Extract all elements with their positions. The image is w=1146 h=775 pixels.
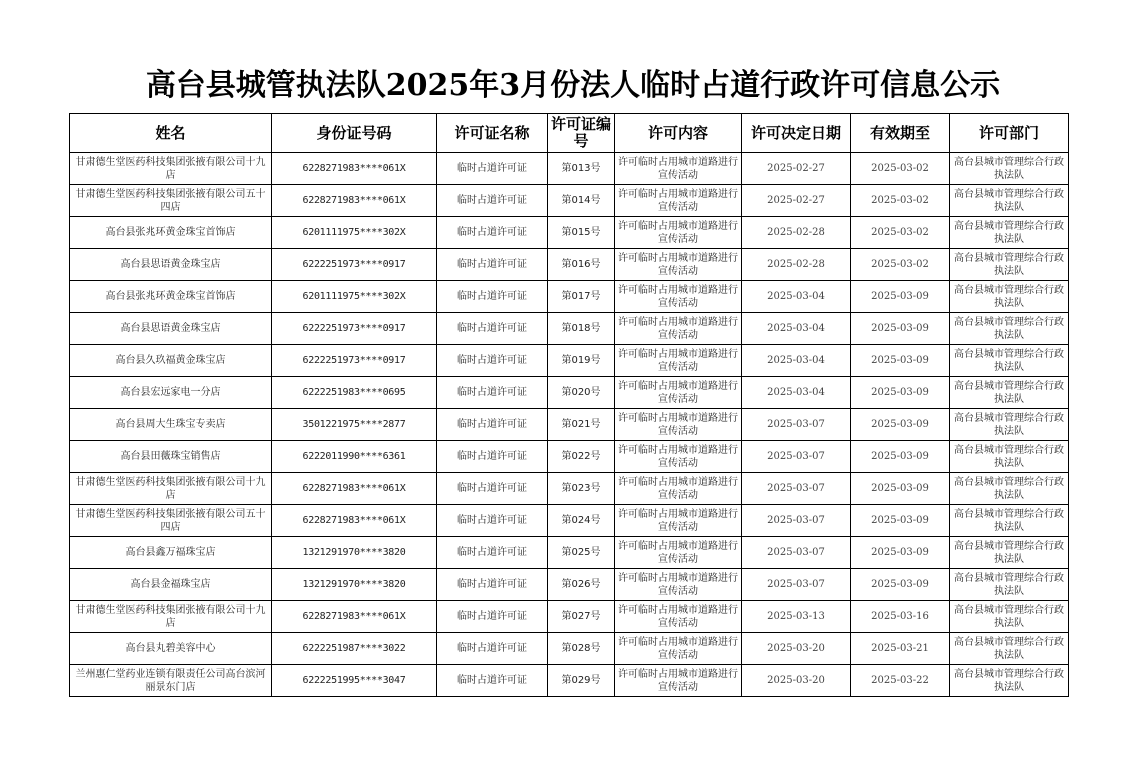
cell-permit-name: 临时占道许可证	[437, 345, 548, 377]
table-row	[70, 377, 1069, 409]
table-row	[70, 505, 1069, 537]
cell-permit-name: 临时占道许可证	[437, 473, 548, 505]
cell-decision-date: 2025-02-27	[742, 153, 851, 185]
cell-valid-until: 2025-03-09	[851, 377, 950, 409]
cell-permit-name: 临时占道许可证	[437, 409, 548, 441]
cell-valid-until: 2025-03-16	[851, 601, 950, 633]
cell-permit-content: 许可临时占用城市道路进行宣传活动	[615, 601, 742, 633]
cell-permit-content: 许可临时占用城市道路进行宣传活动	[615, 633, 742, 665]
header-name: 姓名	[70, 114, 272, 153]
cell-id-number: 6222251995****3047	[272, 665, 437, 697]
cell-id-number: 6222251983****0695	[272, 377, 437, 409]
cell-permit-number: 第021号	[548, 409, 615, 441]
table-row	[70, 569, 1069, 601]
cell-valid-until: 2025-03-09	[851, 409, 950, 441]
cell-name: 高台县思语黄金珠宝店	[70, 313, 272, 345]
header-valid-until: 有效期至	[851, 114, 950, 153]
cell-id-number: 6201111975****302X	[272, 217, 437, 249]
cell-name: 甘肃德生堂医药科技集团张掖有限公司十九店	[70, 473, 272, 505]
cell-valid-until: 2025-03-02	[851, 153, 950, 185]
cell-valid-until: 2025-03-02	[851, 249, 950, 281]
cell-valid-until: 2025-03-09	[851, 505, 950, 537]
cell-permit-name: 临时占道许可证	[437, 185, 548, 217]
cell-name: 高台县金福珠宝店	[70, 569, 272, 601]
cell-decision-date: 2025-03-07	[742, 473, 851, 505]
cell-department: 高台县城市管理综合行政执法队	[950, 665, 1069, 697]
cell-permit-name: 临时占道许可证	[437, 153, 548, 185]
cell-id-number: 6228271983****061X	[272, 185, 437, 217]
table-row	[70, 473, 1069, 505]
cell-decision-date: 2025-03-04	[742, 281, 851, 313]
cell-name: 高台县周大生珠宝专卖店	[70, 409, 272, 441]
cell-valid-until: 2025-03-02	[851, 217, 950, 249]
cell-decision-date: 2025-03-07	[742, 537, 851, 569]
cell-valid-until: 2025-03-21	[851, 633, 950, 665]
cell-decision-date: 2025-03-20	[742, 633, 851, 665]
cell-permit-number: 第013号	[548, 153, 615, 185]
table-row	[70, 281, 1069, 313]
cell-permit-name: 临时占道许可证	[437, 217, 548, 249]
cell-decision-date: 2025-03-13	[742, 601, 851, 633]
cell-department: 高台县城市管理综合行政执法队	[950, 569, 1069, 601]
cell-name: 高台县久玖福黄金珠宝店	[70, 345, 272, 377]
cell-id-number: 6228271983****061X	[272, 473, 437, 505]
cell-permit-content: 许可临时占用城市道路进行宣传活动	[615, 473, 742, 505]
cell-permit-content: 许可临时占用城市道路进行宣传活动	[615, 153, 742, 185]
cell-permit-number: 第023号	[548, 473, 615, 505]
cell-permit-content: 许可临时占用城市道路进行宣传活动	[615, 185, 742, 217]
cell-department: 高台县城市管理综合行政执法队	[950, 281, 1069, 313]
cell-permit-content: 许可临时占用城市道路进行宣传活动	[615, 665, 742, 697]
cell-name: 高台县丸碧美容中心	[70, 633, 272, 665]
cell-id-number: 6222251987****3022	[272, 633, 437, 665]
table-row	[70, 409, 1069, 441]
cell-id-number: 3501221975****2877	[272, 409, 437, 441]
cell-decision-date: 2025-02-28	[742, 249, 851, 281]
cell-permit-name: 临时占道许可证	[437, 441, 548, 473]
cell-department: 高台县城市管理综合行政执法队	[950, 473, 1069, 505]
cell-permit-number: 第029号	[548, 665, 615, 697]
table-row	[70, 313, 1069, 345]
cell-permit-number: 第028号	[548, 633, 615, 665]
header-decision-date: 许可决定日期	[742, 114, 851, 153]
cell-id-number: 6222251973****0917	[272, 313, 437, 345]
cell-valid-until: 2025-03-09	[851, 569, 950, 601]
cell-decision-date: 2025-03-04	[742, 313, 851, 345]
cell-permit-name: 临时占道许可证	[437, 537, 548, 569]
cell-permit-content: 许可临时占用城市道路进行宣传活动	[615, 281, 742, 313]
table-row	[70, 601, 1069, 633]
cell-permit-content: 许可临时占用城市道路进行宣传活动	[615, 217, 742, 249]
cell-valid-until: 2025-03-09	[851, 473, 950, 505]
cell-name: 高台县张兆环黄金珠宝首饰店	[70, 281, 272, 313]
cell-id-number: 6201111975****302X	[272, 281, 437, 313]
cell-permit-number: 第026号	[548, 569, 615, 601]
cell-permit-name: 临时占道许可证	[437, 313, 548, 345]
cell-permit-content: 许可临时占用城市道路进行宣传活动	[615, 441, 742, 473]
cell-valid-until: 2025-03-22	[851, 665, 950, 697]
cell-permit-number: 第022号	[548, 441, 615, 473]
cell-valid-until: 2025-03-02	[851, 185, 950, 217]
cell-id-number: 6228271983****061X	[272, 505, 437, 537]
cell-decision-date: 2025-03-04	[742, 377, 851, 409]
cell-permit-name: 临时占道许可证	[437, 569, 548, 601]
cell-permit-content: 许可临时占用城市道路进行宣传活动	[615, 505, 742, 537]
cell-department: 高台县城市管理综合行政执法队	[950, 153, 1069, 185]
cell-permit-content: 许可临时占用城市道路进行宣传活动	[615, 569, 742, 601]
cell-permit-name: 临时占道许可证	[437, 601, 548, 633]
cell-name: 高台县张兆环黄金珠宝首饰店	[70, 217, 272, 249]
cell-permit-name: 临时占道许可证	[437, 377, 548, 409]
cell-decision-date: 2025-03-07	[742, 441, 851, 473]
cell-permit-name: 临时占道许可证	[437, 249, 548, 281]
table-row	[70, 441, 1069, 473]
cell-permit-number: 第020号	[548, 377, 615, 409]
table-row	[70, 185, 1069, 217]
cell-valid-until: 2025-03-09	[851, 441, 950, 473]
cell-decision-date: 2025-03-20	[742, 665, 851, 697]
cell-permit-number: 第014号	[548, 185, 615, 217]
cell-department: 高台县城市管理综合行政执法队	[950, 409, 1069, 441]
table-row	[70, 633, 1069, 665]
cell-department: 高台县城市管理综合行政执法队	[950, 345, 1069, 377]
table-row	[70, 217, 1069, 249]
cell-id-number: 6222011990****6361	[272, 441, 437, 473]
cell-department: 高台县城市管理综合行政执法队	[950, 313, 1069, 345]
cell-permit-name: 临时占道许可证	[437, 665, 548, 697]
cell-id-number: 1321291970****3820	[272, 537, 437, 569]
cell-name: 兰州惠仁堂药业连锁有限责任公司高台滨河丽景东门店	[70, 665, 272, 697]
cell-name: 高台县宏远家电一分店	[70, 377, 272, 409]
cell-permit-number: 第016号	[548, 249, 615, 281]
cell-valid-until: 2025-03-09	[851, 313, 950, 345]
table-row	[70, 153, 1069, 185]
cell-department: 高台县城市管理综合行政执法队	[950, 601, 1069, 633]
cell-permit-content: 许可临时占用城市道路进行宣传活动	[615, 377, 742, 409]
table-row	[70, 345, 1069, 377]
table-row	[70, 665, 1069, 697]
cell-decision-date: 2025-03-04	[742, 345, 851, 377]
cell-name: 高台县思语黄金珠宝店	[70, 249, 272, 281]
cell-permit-content: 许可临时占用城市道路进行宣传活动	[615, 249, 742, 281]
header-id-number: 身份证号码	[272, 114, 437, 153]
cell-permit-number: 第017号	[548, 281, 615, 313]
cell-valid-until: 2025-03-09	[851, 537, 950, 569]
cell-permit-content: 许可临时占用城市道路进行宣传活动	[615, 537, 742, 569]
cell-department: 高台县城市管理综合行政执法队	[950, 441, 1069, 473]
cell-department: 高台县城市管理综合行政执法队	[950, 217, 1069, 249]
permit-table	[69, 113, 1069, 697]
permit-table-body	[70, 153, 1069, 697]
table-row	[70, 249, 1069, 281]
cell-permit-content: 许可临时占用城市道路进行宣传活动	[615, 345, 742, 377]
cell-name: 高台县鑫万福珠宝店	[70, 537, 272, 569]
cell-name: 高台县田薇珠宝销售店	[70, 441, 272, 473]
cell-id-number: 6222251973****0917	[272, 345, 437, 377]
cell-permit-number: 第025号	[548, 537, 615, 569]
cell-id-number: 1321291970****3820	[272, 569, 437, 601]
cell-department: 高台县城市管理综合行政执法队	[950, 377, 1069, 409]
cell-name: 甘肃德生堂医药科技集团张掖有限公司五十四店	[70, 505, 272, 537]
cell-decision-date: 2025-02-28	[742, 217, 851, 249]
header-department: 许可部门	[950, 114, 1069, 153]
cell-decision-date: 2025-03-07	[742, 569, 851, 601]
header-permit-content: 许可内容	[615, 114, 742, 153]
cell-id-number: 6222251973****0917	[272, 249, 437, 281]
cell-department: 高台县城市管理综合行政执法队	[950, 633, 1069, 665]
table-row	[70, 537, 1069, 569]
cell-permit-content: 许可临时占用城市道路进行宣传活动	[615, 313, 742, 345]
cell-department: 高台县城市管理综合行政执法队	[950, 505, 1069, 537]
cell-department: 高台县城市管理综合行政执法队	[950, 185, 1069, 217]
cell-decision-date: 2025-03-07	[742, 505, 851, 537]
cell-name: 甘肃德生堂医药科技集团张掖有限公司五十四店	[70, 185, 272, 217]
cell-permit-name: 临时占道许可证	[437, 505, 548, 537]
cell-valid-until: 2025-03-09	[851, 345, 950, 377]
cell-permit-number: 第018号	[548, 313, 615, 345]
cell-decision-date: 2025-02-27	[742, 185, 851, 217]
page-title: 高台县城管执法队2025年3月份法人临时占道行政许可信息公示	[145, 68, 1001, 103]
cell-id-number: 6228271983****061X	[272, 601, 437, 633]
cell-permit-number: 第024号	[548, 505, 615, 537]
cell-department: 高台县城市管理综合行政执法队	[950, 537, 1069, 569]
cell-name: 甘肃德生堂医药科技集团张掖有限公司十九店	[70, 153, 272, 185]
cell-valid-until: 2025-03-09	[851, 281, 950, 313]
header-permit-name: 许可证名称	[437, 114, 548, 153]
header-row	[70, 114, 1069, 153]
header-permit-number: 许可证编号	[548, 114, 615, 153]
cell-permit-number: 第015号	[548, 217, 615, 249]
cell-permit-name: 临时占道许可证	[437, 633, 548, 665]
cell-id-number: 6228271983****061X	[272, 153, 437, 185]
cell-permit-number: 第027号	[548, 601, 615, 633]
cell-department: 高台县城市管理综合行政执法队	[950, 249, 1069, 281]
cell-name: 甘肃德生堂医药科技集团张掖有限公司十九店	[70, 601, 272, 633]
cell-permit-number: 第019号	[548, 345, 615, 377]
cell-permit-content: 许可临时占用城市道路进行宣传活动	[615, 409, 742, 441]
cell-permit-name: 临时占道许可证	[437, 281, 548, 313]
cell-decision-date: 2025-03-07	[742, 409, 851, 441]
